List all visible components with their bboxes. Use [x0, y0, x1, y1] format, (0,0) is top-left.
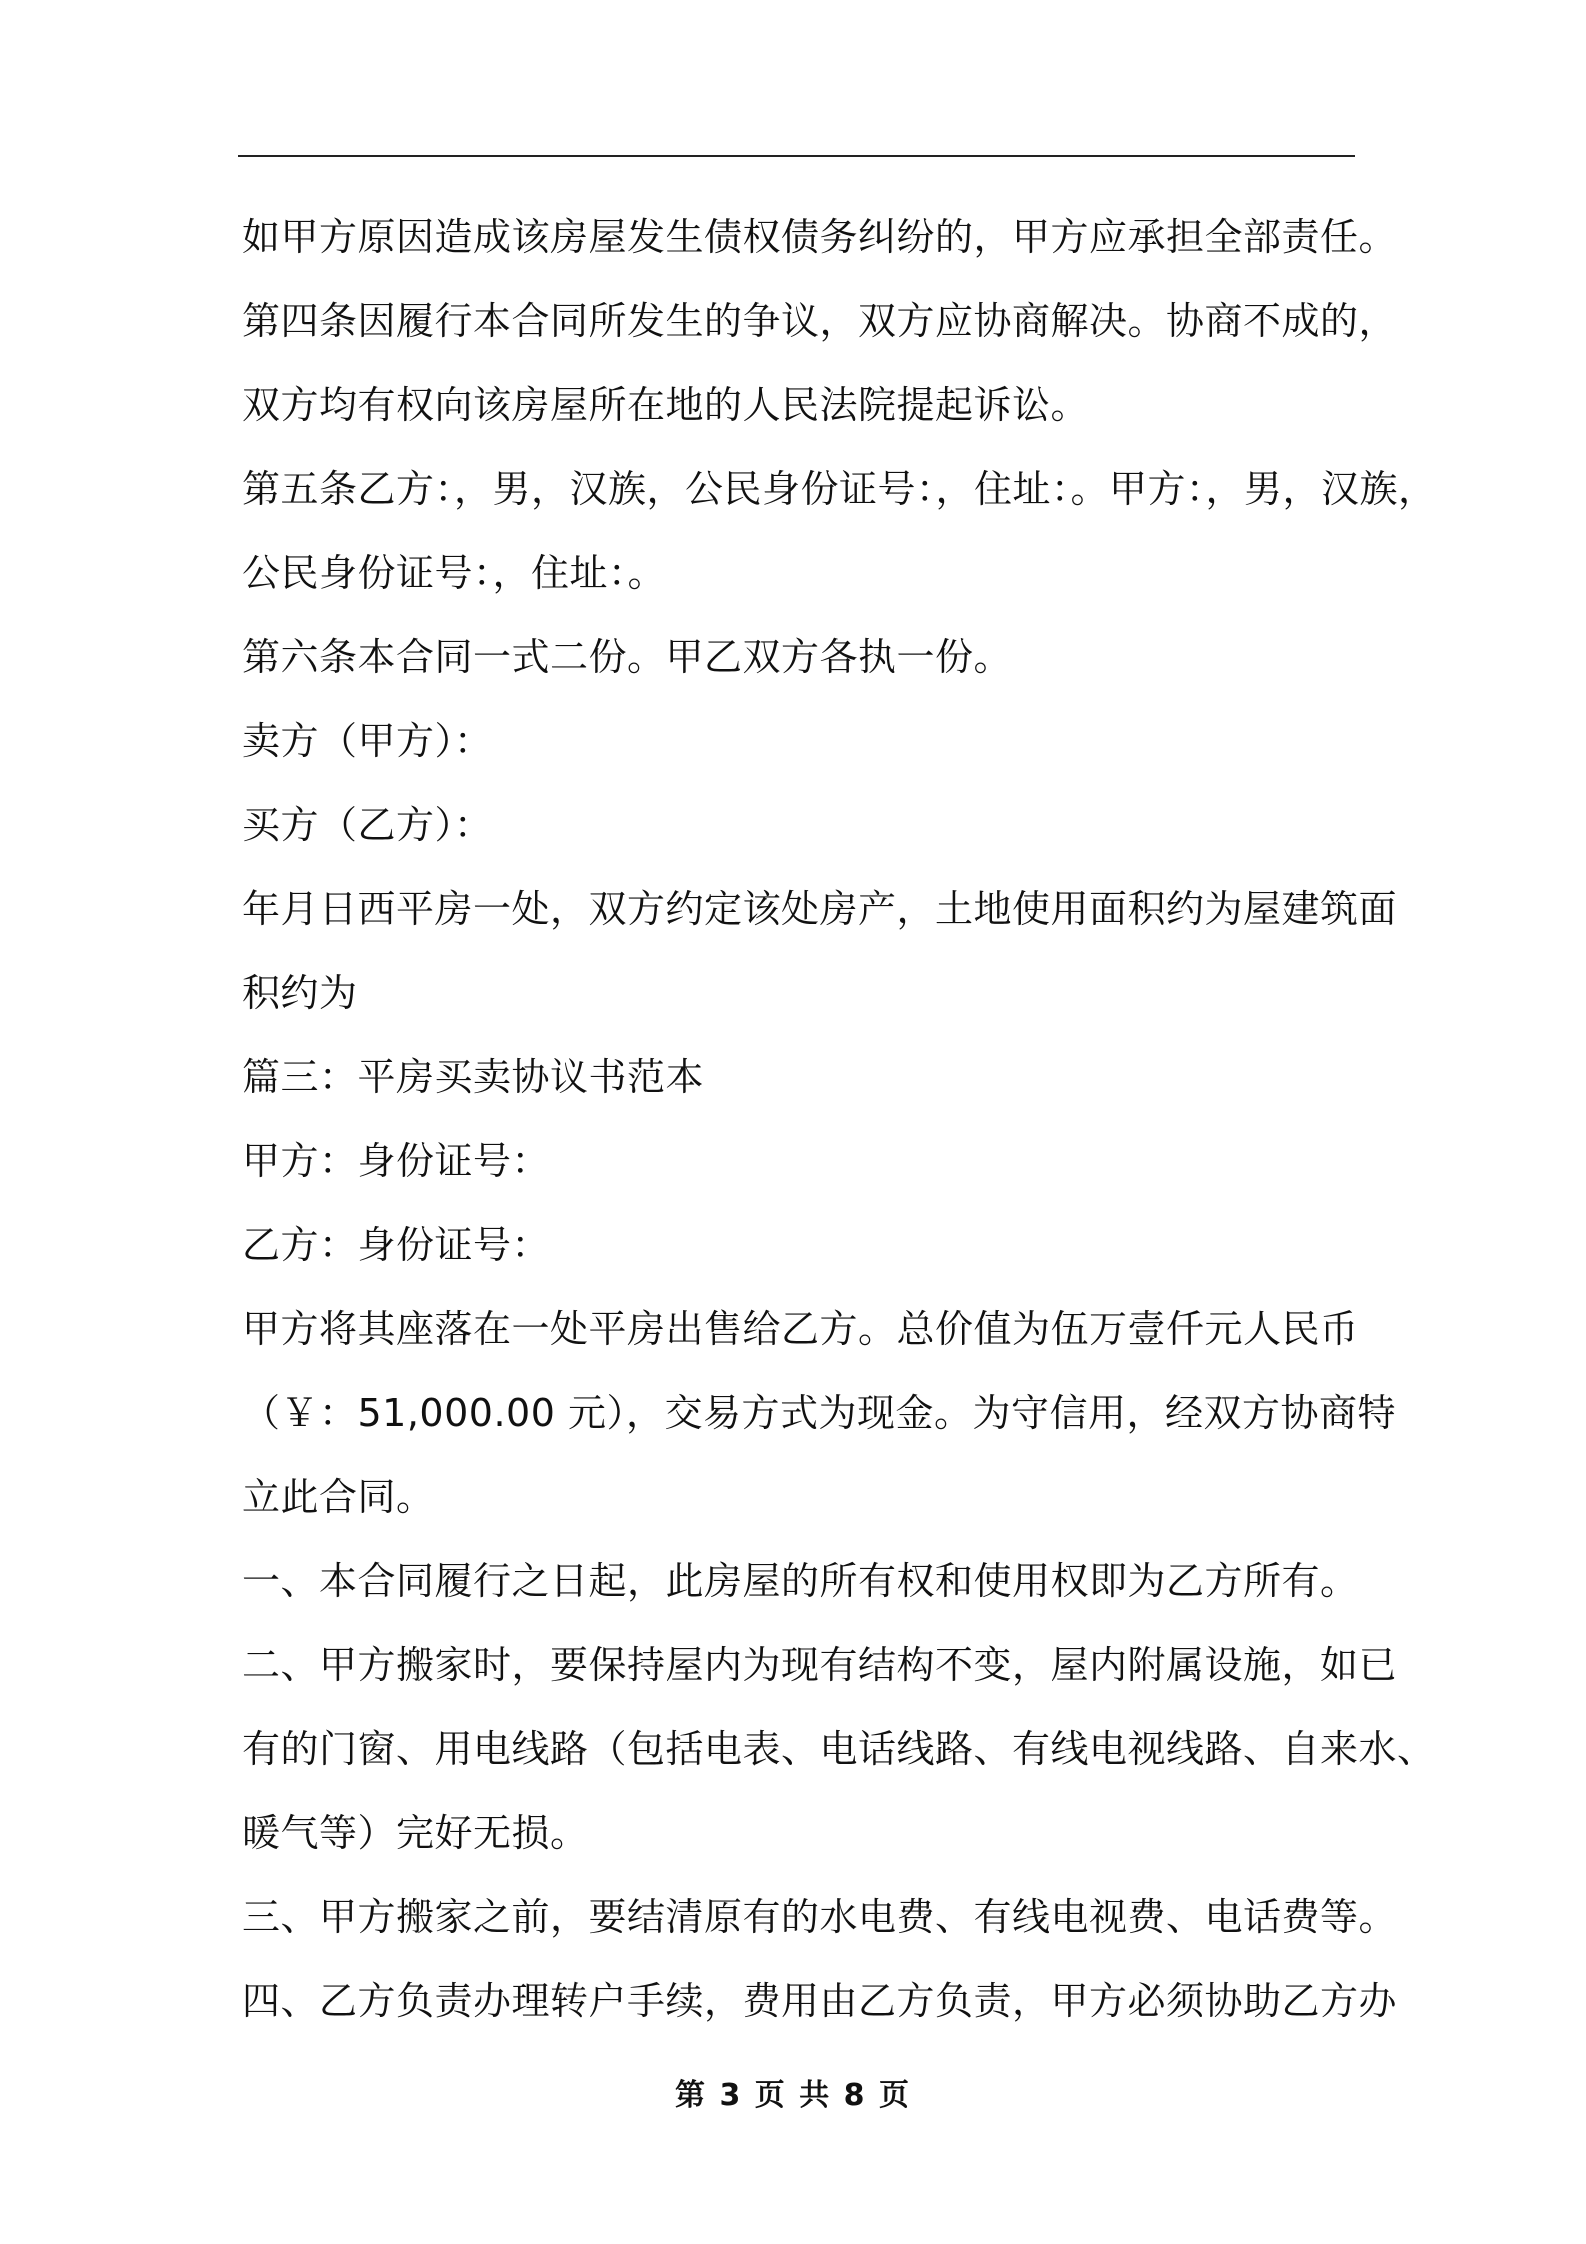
- page-number-footer: 第 3 页 共 8 页: [675, 2078, 911, 2113]
- text-line: 积约为: [242, 971, 358, 1015]
- section-heading: 篇三：平房买卖协议书范本: [242, 1055, 705, 1099]
- text-line: 公民身份证号：，住址：。: [242, 551, 667, 595]
- text-line: 第四条因履行本合同所发生的争议，双方应协商解决。协商不成的，: [242, 299, 1398, 343]
- text-line: 二、甲方搬家时，要保持屋内为现有结构不变，屋内附属设施，如已: [242, 1643, 1398, 1687]
- text-line: 甲方将其座落在一处平房出售给乙方。总价值为伍万壹仟元人民币: [242, 1307, 1359, 1351]
- text-line: 暖气等）完好无损。: [242, 1811, 589, 1855]
- text-line: 四、乙方负责办理转户手续，费用由乙方负责，甲方必须协助乙方办: [242, 1979, 1398, 2023]
- text-line: 一、本合同履行之日起，此房屋的所有权和使用权即为乙方所有。: [242, 1559, 1359, 1603]
- text-line: 卖方（甲方）：: [242, 719, 493, 763]
- text-line: 年月日西平房一处，双方约定该处房产，土地使用面积约为屋建筑面: [242, 887, 1398, 931]
- text-line: 乙方：身份证号：: [242, 1223, 551, 1267]
- document-body: [242, 195, 1437, 2043]
- text-line: （￥：51,000.00 元），交易方式为现金。为守信用，经双方协商特: [242, 1391, 1396, 1435]
- text-line: 有的门窗、用电线路（包括电表、电话线路、有线电视线路、自来水、: [242, 1727, 1436, 1771]
- text-line: 甲方：身份证号：: [242, 1139, 551, 1183]
- text-line: 第五条乙方：，男，汉族，公民身份证号：，住址：。甲方：，男，汉族，: [242, 467, 1437, 511]
- text-line: 双方均有权向该房屋所在地的人民法院提起诉讼。: [242, 383, 1090, 427]
- text-line: 如甲方原因造成该房屋发生债权债务纠纷的，甲方应承担全部责任。: [242, 215, 1398, 259]
- text-line: 第六条本合同一式二份。甲乙双方各执一份。: [242, 635, 1013, 679]
- text-line: 买方（乙方）：: [242, 803, 493, 847]
- header-rule: [238, 155, 1355, 157]
- text-line: 三、甲方搬家之前，要结清原有的水电费、有线电视费、电话费等。: [242, 1895, 1398, 1939]
- text-line: 立此合同。: [242, 1475, 435, 1519]
